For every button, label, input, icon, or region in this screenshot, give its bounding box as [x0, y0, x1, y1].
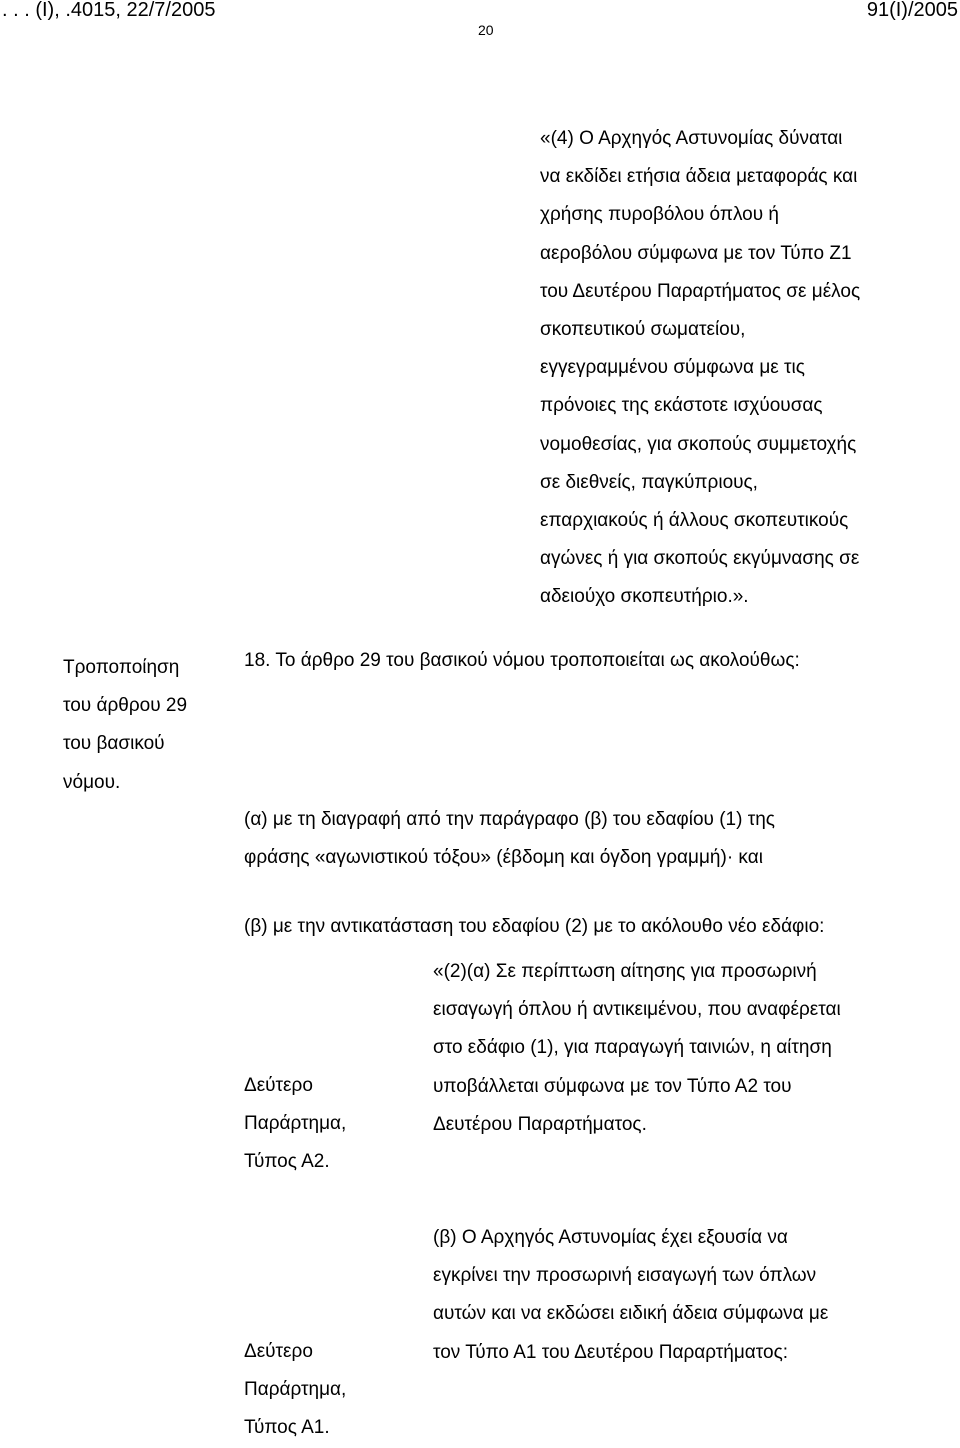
section-18-heading: 18. Το άρθρο 29 του βασικού νόμου τροποποιείται ως ακολούθως:: [244, 650, 800, 671]
paragraph-a: [244, 801, 775, 877]
text-line: επαρχιακούς ή άλλους σκοπευτικούς: [540, 510, 849, 532]
text-line: σκοπευτικού σωματείου,: [540, 319, 746, 341]
text-line: (β) Ο Αρχηγός Αστυνομίας έχει εξουσία να: [433, 1227, 788, 1248]
margin-note-line: Δεύτερο: [244, 1075, 313, 1096]
header-right: 91(Ι)/2005: [866, 0, 958, 21]
text-line: εισαγωγή όπλου ή αντικειμένου, που αναφέρεται: [433, 999, 841, 1021]
text-line: πρόνοιες της εκάστοτε ισχύουσας: [540, 395, 823, 417]
margin-note-line: Παράρτημα,: [244, 1113, 347, 1135]
text-line: να εκδίδει ετήσια άδεια μεταφοράς και: [540, 166, 858, 188]
text-line: εγκρίνει την προσωρινή εισαγωγή των όπλων: [433, 1265, 817, 1287]
text-line: «(4) Ο Αρχηγός Αστυνομίας δύναται: [540, 128, 843, 149]
header-left: . . . (Ι), .4015, 22/7/2005: [2, 0, 216, 21]
text-line: εγγεγραμμένου σύμφωνα με τις: [540, 357, 805, 379]
text-line: νομοθεσίας, για σκοπούς συμμετοχής: [540, 433, 857, 455]
paragraph-b: (β) με την αντικατάσταση του εδαφίου (2) με το ακόλουθο νέο εδάφιο:: [244, 916, 825, 937]
margin-note-form-a1: [244, 1333, 346, 1448]
subsection-2b: [433, 1219, 828, 1372]
margin-note-line: νόμου.: [63, 771, 121, 793]
text-line: του Δευτέρου Παραρτήματος σε μέλος: [540, 280, 861, 302]
margin-note-amendment: [63, 649, 187, 802]
page-number: 20: [478, 22, 494, 38]
text-line: «(2)(α) Σε περίπτωση αίτησης για προσωρινή: [433, 961, 817, 982]
margin-note-line: Τύπος Α2.: [244, 1151, 330, 1173]
text-line: (α) με τη διαγραφή από την παράγραφο (β) του εδαφίου (1) της: [244, 809, 775, 830]
text-line: αγώνες ή για σκοπούς εκγύμνασης σε: [540, 548, 860, 570]
text-line: Δευτέρου Παραρτήματος.: [433, 1113, 647, 1135]
margin-note-line: Παράρτημα,: [244, 1379, 347, 1401]
margin-note-form-a2: [244, 1067, 346, 1182]
margin-note-line: του άρθρου 29: [63, 695, 188, 717]
text-line: στο εδάφιο (1), για παραγωγή ταινιών, η αίτηση: [433, 1037, 832, 1059]
text-line: αδειούχο σκοπευτήριο.».: [540, 586, 749, 608]
margin-note-line: Δεύτερο: [244, 1341, 313, 1362]
margin-note-line: Τύπος Α1.: [244, 1417, 330, 1439]
subsection-2a: [433, 953, 841, 1144]
text-line: σε διεθνείς, παγκύπριους,: [540, 471, 758, 493]
paragraph-4-text: [540, 120, 860, 617]
text-line: υποβάλλεται σύμφωνα με τον Τύπο Α2 του: [433, 1075, 792, 1097]
margin-note-line: του βασικού: [63, 733, 165, 755]
text-line: αεροβόλου σύμφωνα με τον Τύπο Ζ1: [540, 242, 852, 264]
margin-note-line: Τροποποίηση: [63, 657, 180, 678]
text-line: αυτών και να εκδώσει ειδική άδεια σύμφωνα με: [433, 1303, 829, 1325]
text-line: χρήσης πυροβόλου όπλου ή: [540, 204, 779, 226]
text-line: τον Τύπο Α1 του Δευτέρου Παραρτήματος:: [433, 1341, 789, 1363]
text-line: φράσης «αγωνιστικού τόξου» (έβδομη και όγδοη γραμμή)· και: [244, 847, 763, 869]
